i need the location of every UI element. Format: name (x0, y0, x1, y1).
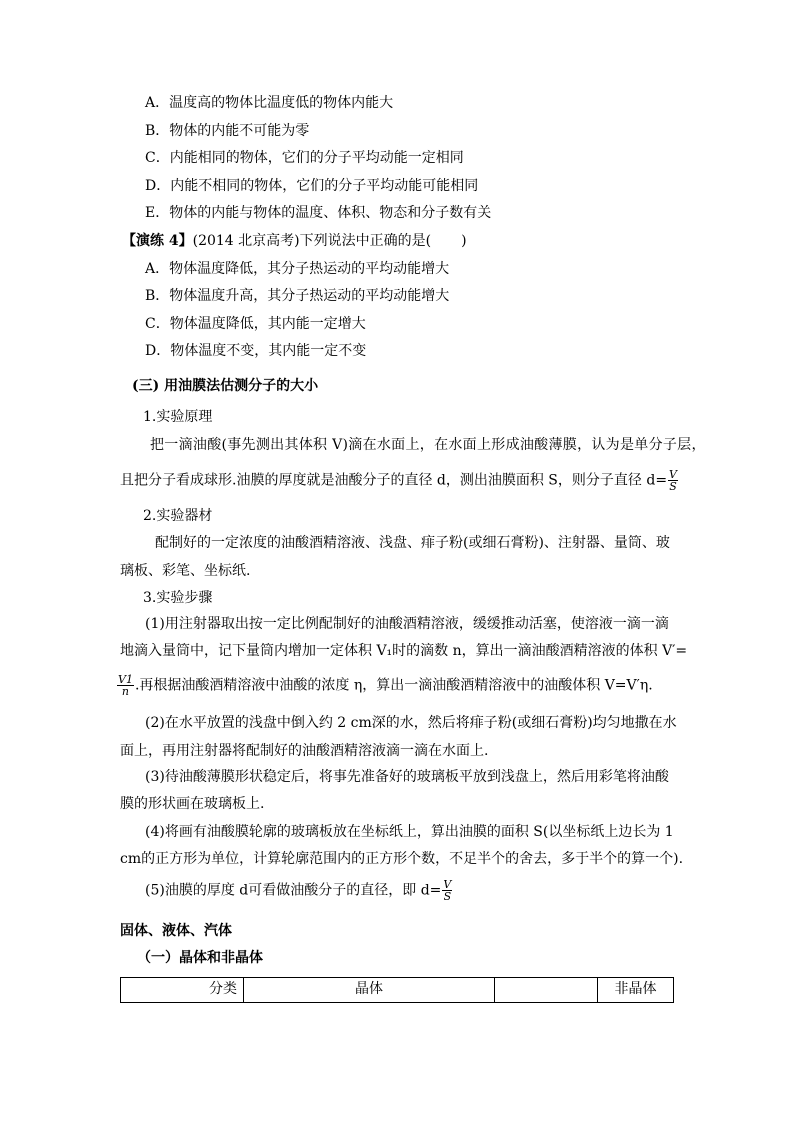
step1-line3 (116, 674, 653, 697)
equipment-title: 2.实验器材 (143, 508, 213, 524)
fraction-v1-over-n (117, 674, 134, 697)
fraction-v-over-s (668, 469, 678, 492)
q3-option-b: B．物体的内能不可能为零 (145, 123, 310, 139)
q3-option-a: A．温度高的物体比温度低的物体内能大 (145, 95, 394, 111)
ex4-option-a: A．物体温度降低，其分子热运动的平均动能增大 (145, 261, 450, 277)
table-header-cell (495, 978, 598, 1003)
crystal-table (120, 977, 674, 1003)
step5-text: (5)油膜的厚度 d可看做油酸分子的直径，即 d= (145, 882, 442, 899)
crystal-subheading: （一）晶体和非晶体 (137, 950, 263, 966)
exercise4-close-paren: ) (461, 233, 467, 249)
steps-title: 3.实验步骤 (143, 590, 213, 606)
equipment-line1: 配制好的一定浓度的油酸酒精溶液、浅盘、痱子粉(或细石膏粉)、注射器、量筒、玻 (155, 535, 670, 551)
ex4-option-d: D．物体温度不变，其内能一定不变 (145, 343, 367, 359)
step2-line1: (2)在水平放置的浅盘中倒入约 2 cm深的水，然后将痱子粉(或细石膏粉)均匀地撒在水 (145, 715, 677, 731)
q3-option-c: C．内能相同的物体，它们的分子平均动能一定相同 (145, 150, 464, 166)
principle-title: 1.实验原理 (143, 409, 213, 425)
frac-numerator: V (669, 468, 677, 481)
frac-denominator: S (669, 480, 677, 493)
table-header-row (121, 978, 674, 1003)
exercise4-stem (122, 231, 467, 251)
exercise4-label: 【演练 4】 (122, 233, 193, 249)
principle-line2 (120, 469, 679, 492)
frac-denominator: S (443, 890, 452, 903)
step4-line2: cm的正方形为单位，计算轮廓范围内的正方形个数，不足半个的舍去，多于半个的算一个). (120, 851, 684, 867)
step3-line1: (3)待油酸薄膜形状稳定后，将事先准备好的玻璃板平放到浅盘上，然后用彩笔将油酸 (145, 769, 669, 785)
equipment-line2: 璃板、彩笔、坐标纸. (120, 563, 251, 579)
step4-line1: (4)将画有油酸膜轮廓的玻璃板放在坐标纸上，算出油膜的面积 S(以坐标纸上边长为 1 (145, 824, 674, 840)
principle-line1: 把一滴油酸(事先测出其体积 V)滴在水面上，在水面上形成油酸薄膜，认为是单分子层， (150, 437, 706, 453)
step2-line2: 面上，再用注射器将配制好的油酸酒精溶液滴一滴在水面上. (120, 743, 489, 759)
frac-numerator: V (443, 878, 452, 891)
ex4-option-c: C．物体温度降低，其内能一定增大 (145, 316, 366, 332)
q3-option-e: E．物体的内能与物体的温度、体积、物态和分子数有关 (145, 205, 492, 221)
principle-text: 且把分子看成球形.油膜的厚度就是油酸分子的直径 d，测出油膜面积 S，则分子直径 d= (120, 472, 668, 489)
fraction-v-over-s (442, 879, 452, 902)
section3-heading: (三) 用油膜法估测分子的大小 (132, 378, 319, 394)
frac-denominator: n (121, 685, 130, 698)
exercise4-question: (2014 北京高考)下列说法中正确的是( (192, 233, 432, 249)
frac-numerator: V1 (118, 673, 133, 686)
step3-line2: 膜的形状画在玻璃板上. (120, 796, 265, 812)
table-header-cell: 分类 (121, 978, 244, 1003)
table-header-cell: 非晶体 (598, 978, 674, 1003)
step1-text: .再根据油酸酒精溶液中油酸的浓度 η，算出一滴油酸酒精溶液中的油酸体积 V=V′η. (134, 677, 653, 694)
q3-option-d: D．内能不相同的物体，它们的分子平均动能可能相同 (145, 178, 479, 194)
table-header-cell: 晶体 (244, 978, 495, 1003)
step5-line (145, 879, 453, 902)
solid-heading: 固体、液体、汽体 (120, 923, 232, 939)
ex4-option-b: B．物体温度升高，其分子热运动的平均动能增大 (145, 288, 450, 304)
step1-line1: (1)用注射器取出按一定比例配制好的油酸酒精溶液，缓缓推动活塞，使溶液一滴一滴 (145, 616, 669, 632)
step1-line2: 地滴入量筒中，记下量筒内增加一定体积 V₁时的滴数 n，算出一滴油酸酒精溶液的体积 V′= (120, 643, 688, 659)
